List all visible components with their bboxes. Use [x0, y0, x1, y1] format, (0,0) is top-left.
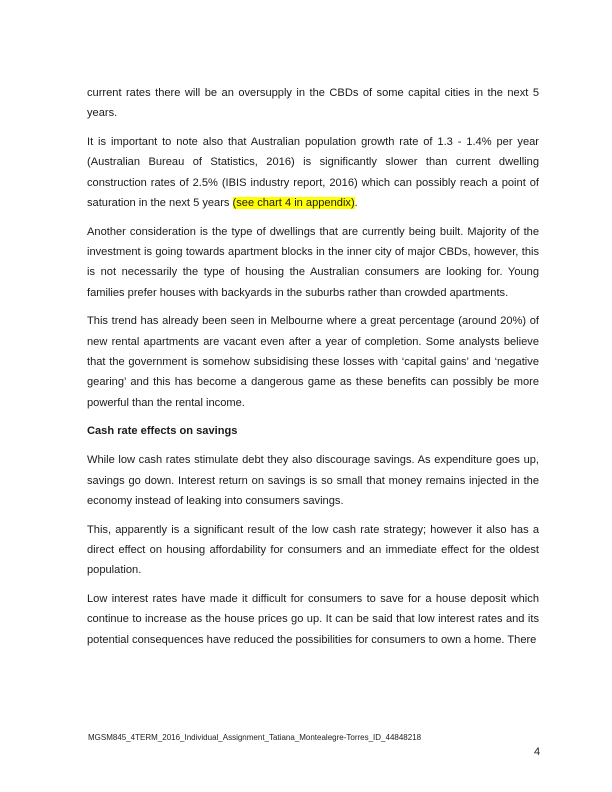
- page-body: [87, 83, 539, 658]
- paragraph-house-deposit: Low interest rates have made it difficult for consumers to save for a house deposit which continue to increase as the house prices go up. It can be said that low interest rates and its potential consequences have reduced the possibilities for consumers to own a home. There: [87, 593, 539, 646]
- paragraph-population-text: It is important to note also that Australian population growth rate of 1.3 - 1.4% per year (Australian Bureau of Statistics, 2016) is significantly slower than current dwelling construction rates of 2.5% (IBIS industry report, 2016) which can possibly reach a point of saturation in the next 5 years: [87, 136, 539, 209]
- paragraph-dwelling-type: Another consideration is the type of dwellings that are currently being built. Majority of the investment is going towards apartment blocks in the inner city of major CBDs, however, this is not necessarily the type of housing the Australian consumers are looking for. Young families prefer houses with backyards in the suburbs rather than crowded apartments.: [87, 225, 539, 299]
- paragraph-oversupply: current rates there will be an oversupply in the CBDs of some capital cities in the next 5 years.: [87, 87, 539, 120]
- paragraph-population-end: .: [354, 196, 358, 209]
- paragraph-population-growth: [87, 132, 539, 213]
- page-number: 4: [534, 746, 541, 758]
- section-heading-savings: Cash rate effects on savings: [87, 425, 238, 438]
- highlighted-appendix-reference: (see chart 4 in appendix): [232, 196, 355, 209]
- paragraph-low-cash-rates: While low cash rates stimulate debt they also discourage savings. As expenditure goes up, savings go down. Interest return on savings is so small that money remains injected in the economy instead of leaking into consumers savings.: [87, 454, 539, 507]
- paragraph-significant-result: This, apparently is a significant result of the low cash rate strategy; however it also has a direct effect on housing affordability for consumers and an immediate effect for the oldest population.: [87, 523, 539, 577]
- paragraph-melbourne-trend: This trend has already been seen in Melbourne where a great percentage (around 20%) of new rental apartments are vacant even after a year of completion. Some analysts believe that the government is somehow subsidising these losses with ‘capital gains’ and ‘negative gearing’ and this has become a dangerous game as these benefits can possibly be more powerful than the rental income.: [87, 315, 539, 409]
- footer-filename: MGSM845_4TERM_2016_Individual_Assignment_Tatiana_Montealegre-Torres_ID_44848218: [88, 733, 422, 742]
